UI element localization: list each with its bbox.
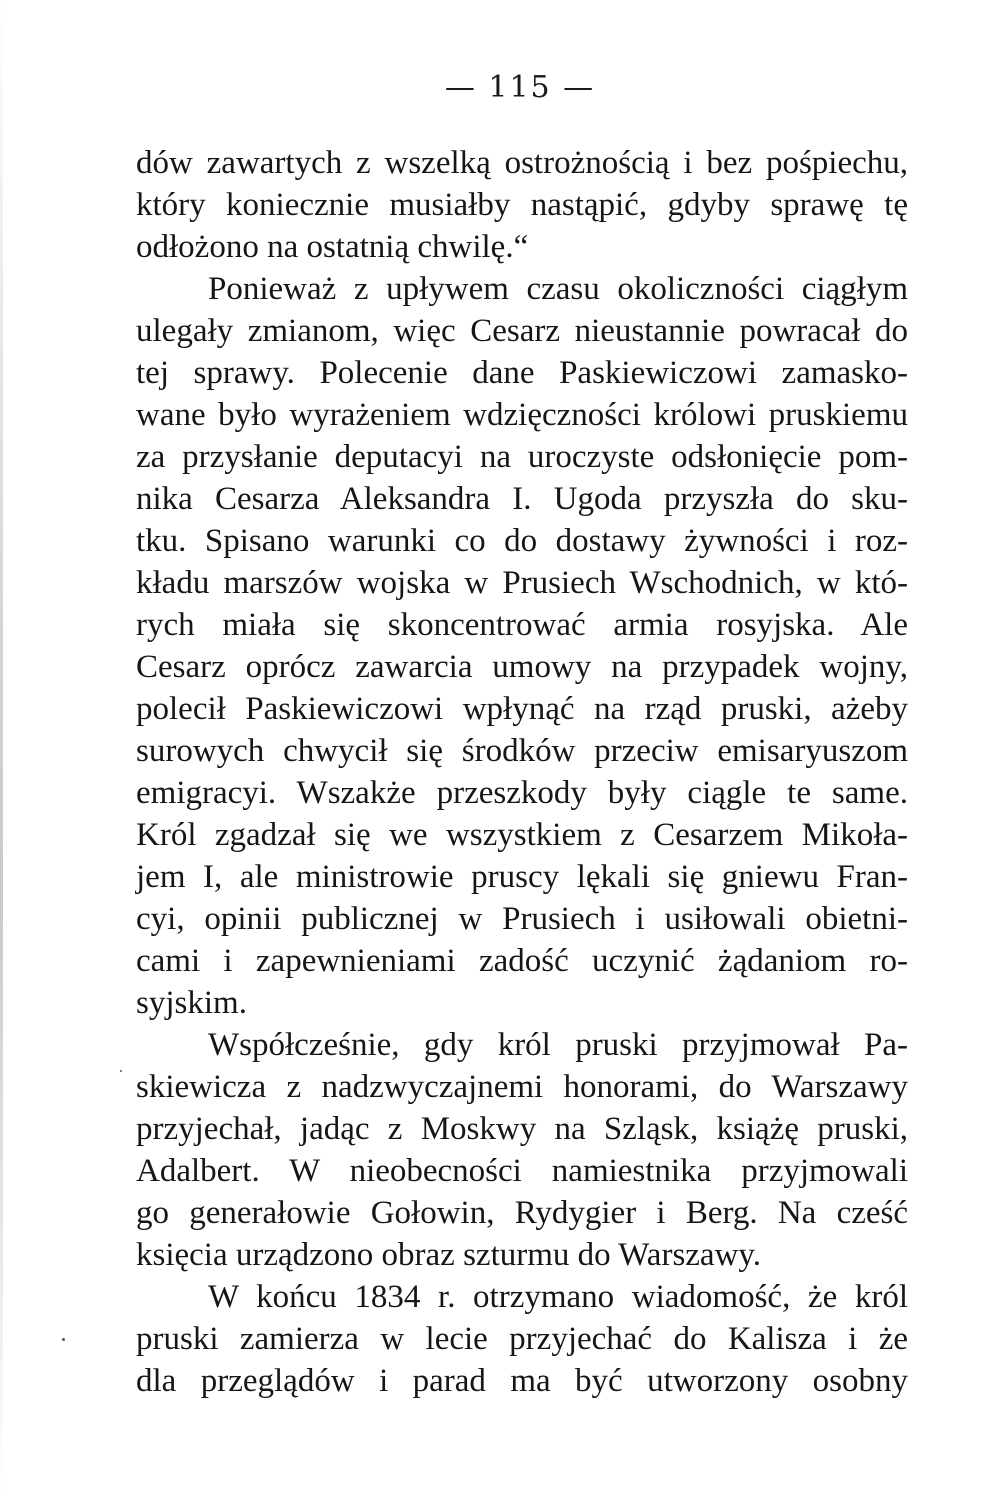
page-edge-shadow [0, 0, 3, 1496]
text-line: za przysłanie deputacyi na uroczyste odsłonięcie pom- [136, 439, 908, 475]
text-line: tku. Spisano warunki co do dostawy żywności i roz- [136, 523, 908, 559]
text-line: Król zgadzał się we wszystkiem z Cesarzem Mikoła- [136, 817, 908, 853]
text-line: jem I, ale ministrowie pruscy lękali się gniewu Fran- [136, 859, 908, 895]
print-speck [62, 1338, 65, 1341]
text-line: dów zawartych z wszelką ostrożnością i bez pośpiechu, [136, 145, 908, 181]
text-line: skiewicza z nadzwyczajnemi honorami, do Warszawy [136, 1069, 908, 1105]
text-line: Cesarz oprócz zawarcia umowy na przypadek wojny, [136, 649, 908, 685]
text-line: tej sprawy. Polecenie dane Paskiewiczowi zamasko- [136, 355, 908, 391]
text-line: polecił Paskiewiczowi wpłynąć na rząd pruski, ażeby [136, 691, 908, 727]
body-text [136, 142, 908, 1402]
text-line: wane było wyrażeniem wdzięczności królowi pruskiemu [136, 397, 908, 433]
text-line: przyjechał, jadąc z Moskwy na Szląsk, książę pruski, [136, 1111, 908, 1147]
text-line: pruski zamierza w lecie przyjechać do Kalisza i że [136, 1321, 908, 1357]
text-line: Współcześnie, gdy król pruski przyjmował Pa- [208, 1027, 908, 1063]
text-line: który koniecznie musiałby nastąpić, gdyby sprawę tę [136, 187, 908, 223]
page-number: — 115 — [444, 70, 596, 105]
print-speck [120, 1070, 122, 1072]
text-line: kładu marszów wojska w Prusiech Wschodnich, w któ- [136, 565, 908, 601]
text-line: surowych chwycił się środków przeciw emisaryuszom [136, 733, 908, 769]
text-line: nika Cesarza Aleksandra I. Ugoda przyszła do sku- [136, 481, 908, 517]
text-line: księcia urządzono obraz szturmu do Warszawy. [136, 1237, 762, 1273]
text-line: Ponieważ z upływem czasu okoliczności ciągłym [208, 271, 908, 307]
text-line: dla przeglądów i parad ma być utworzony osobny [136, 1363, 908, 1399]
text-line: go generałowie Gołowin, Rydygier i Berg. Na cześć [136, 1195, 908, 1231]
text-line: emigracyi. Wszakże przeszkody były ciągle te same. [136, 775, 908, 811]
text-line: ulegały zmianom, więc Cesarz nieustannie powracał do [136, 313, 908, 349]
text-line: cami i zapewnieniami zadość uczynić żądaniom ro- [136, 943, 908, 979]
text-line: cyi, opinii publicznej w Prusiech i usiłowali obietni- [136, 901, 908, 937]
text-line: W końcu 1834 r. otrzymano wiadomość, że król [208, 1279, 908, 1315]
text-line: rych miała się skoncentrować armia rosyjska. Ale [136, 607, 908, 643]
text-line: Adalbert. W nieobecności namiestnika przyjmowali [136, 1153, 908, 1189]
text-line: syjskim. [136, 985, 247, 1021]
text-line: odłożono na ostatnią chwilę.“ [136, 229, 529, 265]
